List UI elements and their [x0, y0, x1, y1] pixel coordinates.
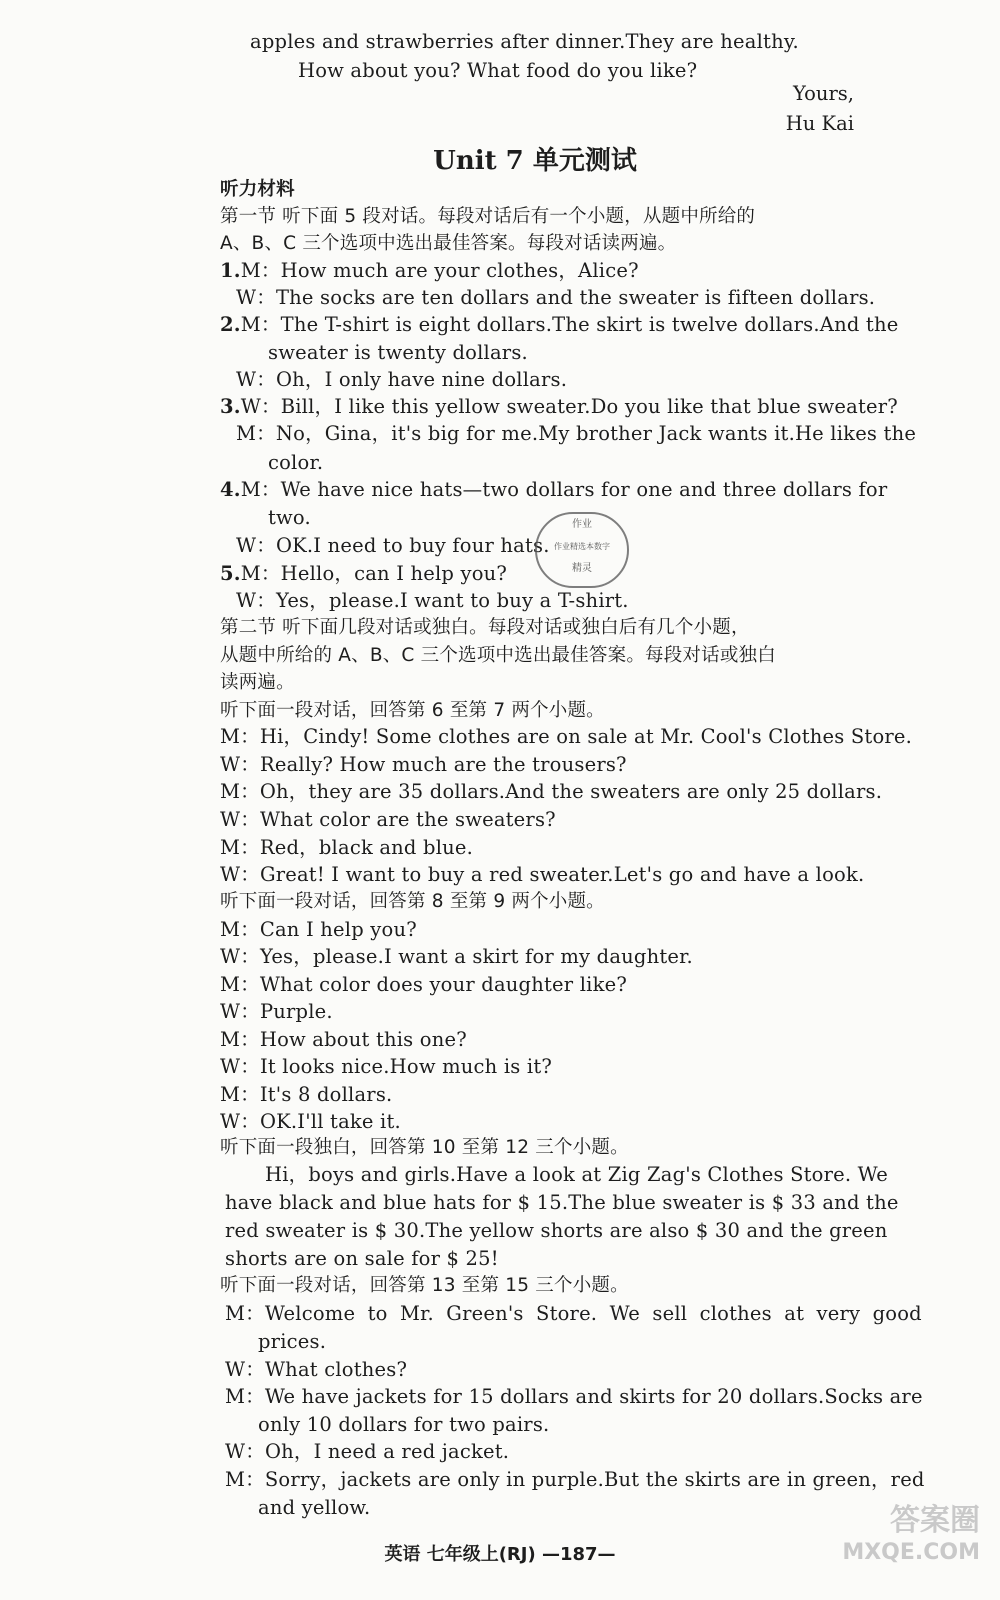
dialogue2-line: W：It looks nice.How much is it?	[220, 1055, 553, 1078]
q2-m-text-2: sweater is twenty dollars.	[268, 341, 528, 364]
part2-intro-a: 第二节 听下面几段对话或独白。每段对话或独白后有几个小题，	[220, 617, 750, 638]
q1-line-m	[220, 257, 639, 284]
dialogue4-line-cont: and yellow.	[258, 1496, 371, 1519]
stamp-bottom: 精灵	[572, 563, 592, 574]
q3-number: 3.	[220, 395, 241, 418]
q3-line-w	[220, 393, 898, 420]
letter-line-1: apples and strawberries after dinner.They are healthy.	[250, 30, 799, 53]
dialogue1-line: W：Really? How much are the trousers?	[220, 753, 627, 776]
q2-w-text: W：Oh，I only have nine dollars.	[236, 368, 568, 391]
q1-w-text: W：The socks are ten dollars and the sweater is fifteen dollars.	[236, 286, 876, 309]
dialogue2-intro: 听下面一段对话，回答第 8 至第 9 两个小题。	[220, 891, 605, 912]
q5-w-text: W：Yes，please.I want to buy a T-shirt.	[236, 589, 629, 612]
q1-m-text: M：How much are your clothes，Alice?	[240, 259, 639, 282]
part2-intro-c: 读两遍。	[220, 672, 295, 693]
letter-closing: Yours,	[792, 82, 854, 105]
dialogue4-line: W：Oh，I need a red jacket.	[225, 1440, 510, 1463]
monologue-line: red sweater is $ 30.The yellow shorts are also $ 30 and the green	[225, 1219, 888, 1242]
dialogue2-line: W：Yes，please.I want a skirt for my daughter.	[220, 945, 693, 968]
dialogue4-line: W：What clothes?	[225, 1358, 408, 1381]
watermark-line-1: 答案圈	[890, 1503, 980, 1538]
dialogue2-line: W：OK.I'll take it.	[220, 1110, 401, 1133]
q5-number: 5.	[220, 562, 241, 585]
letter-signature: Hu Kai	[785, 112, 854, 135]
dialogue2-line: M：What color does your daughter like?	[220, 973, 627, 996]
dialogue1-line: M：Hi，Cindy! Some clothes are on sale at Mr. Cool's Clothes Store.	[220, 725, 913, 748]
q4-w-text: W：OK.I need to buy four hats.	[236, 534, 550, 557]
q2-number: 2.	[220, 313, 241, 336]
q4-number: 4.	[220, 478, 241, 501]
q1-number: 1.	[220, 259, 241, 282]
q2-m-text: M：The T-shirt is eight dollars.The skirt is twelve dollars.And the	[240, 313, 899, 336]
q5-m-text: M：Hello，can I help you?	[240, 562, 508, 585]
dialogue2-line: M：It's 8 dollars.	[220, 1083, 393, 1106]
dialogue4-intro: 听下面一段对话，回答第 13 至第 15 三个小题。	[220, 1275, 629, 1296]
dialogue1-line: M：Red，black and blue.	[220, 836, 474, 859]
dialogue1-line: W：What color are the sweaters?	[220, 808, 556, 831]
dialogue1-intro: 听下面一段对话，回答第 6 至第 7 两个小题。	[220, 700, 605, 721]
monologue-line: have black and blue hats for $ 15.The blue sweater is $ 33 and the	[225, 1191, 899, 1214]
dialogue1-line: W：Great! I want to buy a red sweater.Let's go and have a look.	[220, 863, 865, 886]
part1-intro-b: A、B、C 三个选项中选出最佳答案。每段对话读两遍。	[220, 233, 677, 254]
q4-m-text-2: two.	[268, 506, 311, 529]
dialogue2-line: M：How about this one?	[220, 1028, 467, 1051]
dialogue4-line-cont: only 10 dollars for two pairs.	[258, 1413, 550, 1436]
dialogue1-line: M：Oh，they are 35 dollars.And the sweaters are only 25 dollars.	[220, 780, 883, 803]
page-title: Unit 7 单元测试	[433, 146, 637, 176]
dialogue2-line: M：Can I help you?	[220, 918, 417, 941]
q4-m-text: M：We have nice hats—two dollars for one and three dollars for	[240, 478, 888, 501]
dialogue2-line: W：Purple.	[220, 1000, 333, 1023]
monologue-intro: 听下面一段独白，回答第 10 至第 12 三个小题。	[220, 1137, 629, 1158]
stamp-logo	[535, 512, 629, 588]
dialogue4-line: M：We have jackets for 15 dollars and skirts for 20 dollars.Socks are	[225, 1385, 923, 1408]
part1-intro-a: 第一节 听下面 5 段对话。每段对话后有一个小题，从题中所给的	[220, 206, 756, 227]
stamp-top: 作业	[572, 519, 592, 530]
dialogue4-line: M：Sorry，jackets are only in purple.But the skirts are in green，red	[225, 1468, 925, 1491]
monologue-line: Hi，boys and girls.Have a look at Zig Zag's Clothes Store. We	[265, 1163, 889, 1186]
letter-line-2: How about you? What food do you like?	[298, 59, 698, 82]
q2-line-m	[220, 311, 898, 338]
q4-line-m	[220, 476, 887, 503]
q3-m-text: M：No，Gina，it's big for me.My brother Jack wants it.He likes the	[236, 422, 917, 445]
q5-line-m	[220, 560, 507, 587]
stamp-mid: 作业精选本数字	[554, 542, 610, 551]
section-label: 听力材料	[220, 179, 295, 200]
q3-w-text: W：Bill，I like this yellow sweater.Do you like that blue sweater?	[240, 395, 898, 418]
dialogue4-line: M：Welcome to Mr. Green's Store. We sell clothes at very good	[225, 1302, 922, 1325]
watermark-line-2: MXQE.COM	[842, 1540, 980, 1565]
dialogue4-line-cont: prices.	[258, 1330, 327, 1353]
part2-intro-b: 从题中所给的 A、B、C 三个选项中选出最佳答案。每段对话或独白	[220, 645, 776, 666]
q3-m-text-2: color.	[268, 451, 324, 474]
monologue-line: shorts are on sale for $ 25!	[225, 1247, 499, 1270]
page-footer: 英语 七年级上(RJ) —187—	[384, 1544, 616, 1565]
